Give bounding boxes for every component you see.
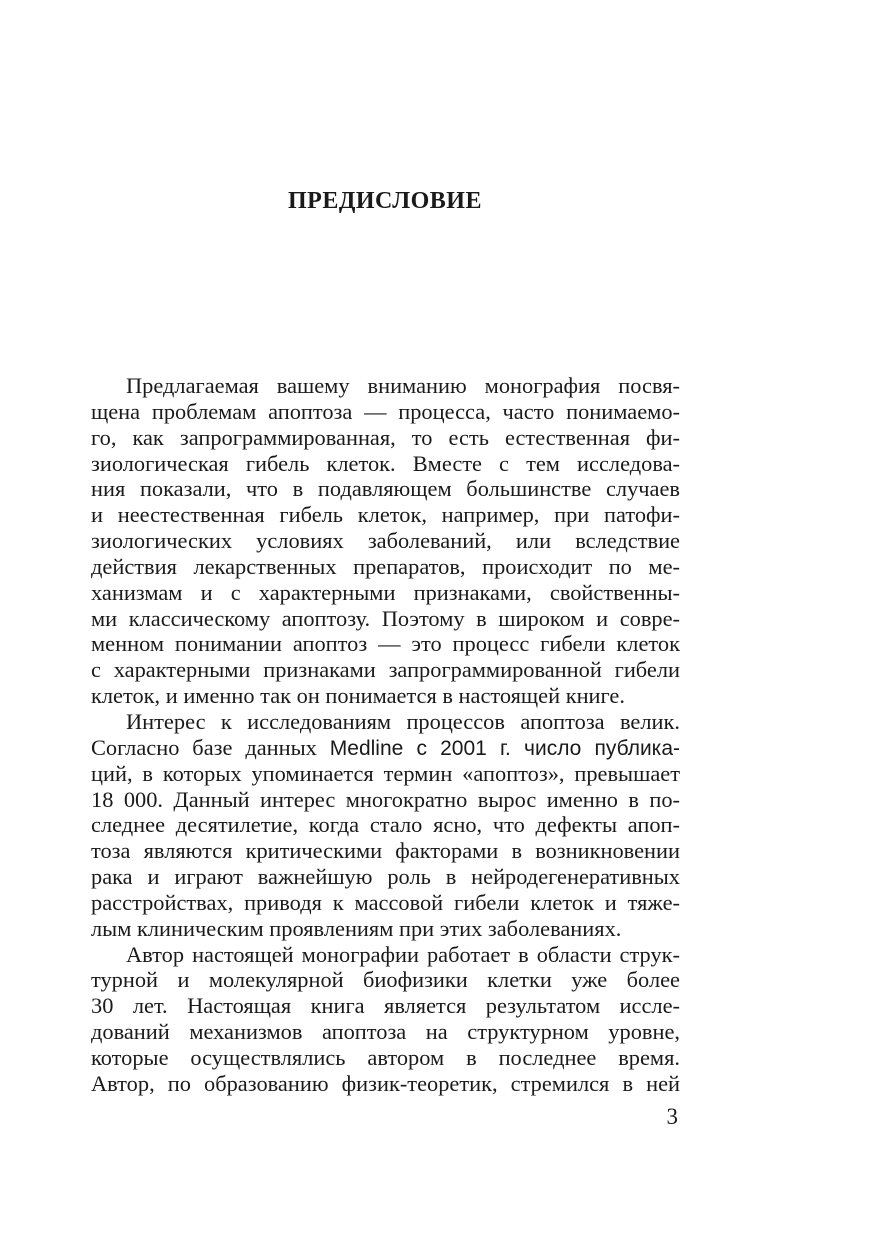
text-line: го, как запрограммированная, то есть естественная фи- xyxy=(91,424,680,450)
paragraph xyxy=(91,709,680,942)
text-line: клеток, и именно так он понимается в настоящей книге. xyxy=(91,683,625,709)
text-line: Предлагаемая вашему вниманию монография посвя- xyxy=(126,373,680,398)
paragraph xyxy=(91,373,680,709)
text-line-mixed xyxy=(91,735,680,761)
database-reference: Medline с 2001 г. число публика- xyxy=(329,736,680,760)
text-line: тоза являются критическими факторами в возникновении xyxy=(91,838,680,864)
text-line: лым клиническим проявлениям при этих заболеваниях. xyxy=(91,915,622,941)
text-line: 30 лет. Настоящая книга является результатом иссле- xyxy=(91,993,680,1019)
text-line: менном понимании апоптоз — это процесс гибели клеток xyxy=(91,631,680,657)
text-line: с характерными признаками запрограммированной гибели xyxy=(91,657,680,683)
text-line: Интерес к исследованиям процессов апоптоза велик. xyxy=(126,708,680,734)
text-line: зиологических условиях заболеваний, или вследствие xyxy=(91,528,680,554)
text-line: щена проблемам апоптоза — процесса, часто понимаемо- xyxy=(91,398,680,424)
text-line: ми классическому апоптозу. Поэтому в широком и совре- xyxy=(91,605,680,631)
body-text xyxy=(91,373,680,1097)
text-line: Автор, по образованию физик-теоретик, стремился в ней xyxy=(91,1070,680,1096)
text-line: ханизмам и с характерными признаками, свойственны- xyxy=(91,579,680,605)
text-line: дований механизмов апоптоза на структурном уровне, xyxy=(91,1019,680,1045)
page-title: ПРЕДИСЛОВИЕ xyxy=(288,188,482,214)
paragraph xyxy=(91,942,680,1097)
text-line: ций, в которых упоминается термин «апоптоз», превышает xyxy=(91,760,680,786)
text-segment: Согласно базе данных xyxy=(91,734,330,760)
text-line: которые осуществлялись автором в последнее время. xyxy=(91,1044,680,1070)
text-line: действия лекарственных препаратов, происходит по ме- xyxy=(91,553,680,579)
text-line: турной и молекулярной биофизики клетки уже более xyxy=(91,967,680,993)
text-line: зиологическая гибель клеток. Вместе с тем исследова- xyxy=(91,450,680,476)
text-line: и неестественная гибель клеток, например, при патофи- xyxy=(91,502,680,528)
text-line: расстройствах, приводя к массовой гибели клеток и тяже- xyxy=(91,889,680,915)
text-line: рака и играют важнейшую роль в нейродегенеративных xyxy=(91,864,680,890)
page-number: 3 xyxy=(666,1104,678,1129)
text-line: ния показали, что в подавляющем большинстве случаев xyxy=(91,476,680,502)
text-line: 18 000. Данный интерес многократно вырос именно в по- xyxy=(91,786,680,812)
text-line: Автор настоящей монографии работает в области струк- xyxy=(126,941,680,967)
text-line: следнее десятилетие, когда стало ясно, что дефекты апоп- xyxy=(91,812,680,838)
